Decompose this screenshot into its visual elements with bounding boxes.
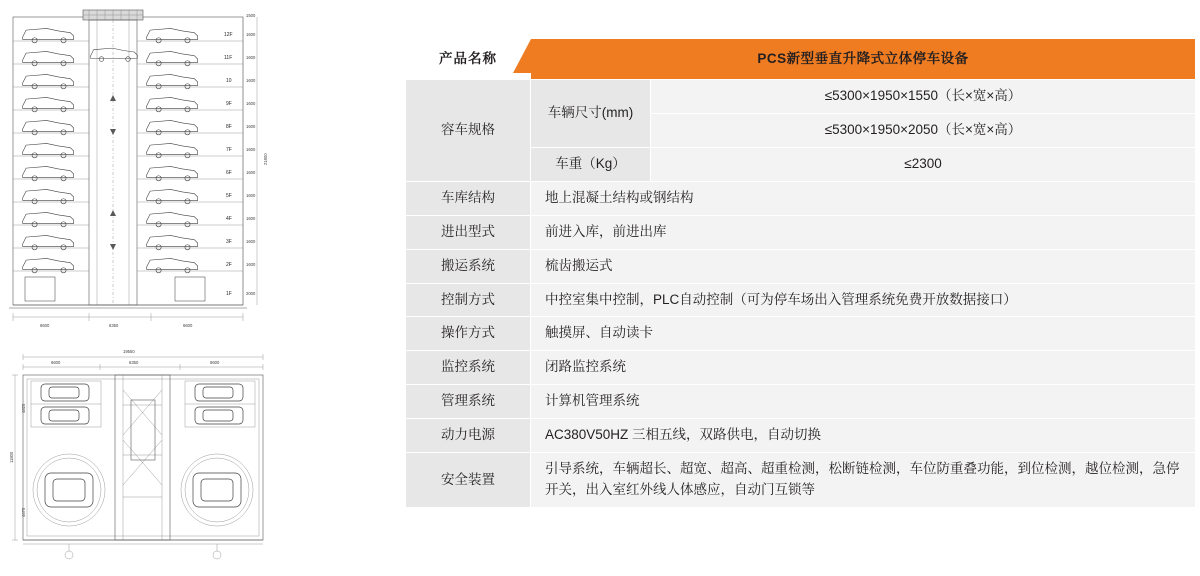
svg-text:1600: 1600 xyxy=(246,124,256,129)
row-label-operation-mode: 操作方式 xyxy=(406,317,531,351)
header-product-title-text: PCS新型垂直升降式立体停车设备 xyxy=(757,50,969,66)
sub-label-vehicle-weight: 车重（Kg） xyxy=(531,147,651,181)
svg-text:6600: 6600 xyxy=(40,323,50,328)
svg-text:21800: 21800 xyxy=(263,153,268,165)
elevation-frame xyxy=(9,10,247,308)
svg-text:1600: 1600 xyxy=(246,239,256,244)
svg-text:6F: 6F xyxy=(226,170,232,176)
svg-text:8F: 8F xyxy=(226,124,232,130)
row-value-garage-structure: 地上混凝土结构或钢结构 xyxy=(531,181,1196,215)
svg-text:4F: 4F xyxy=(226,216,232,222)
svg-text:9F: 9F xyxy=(226,101,232,107)
table-header-row xyxy=(406,39,1196,80)
value-vehicle-weight: ≤2300 xyxy=(651,147,1196,181)
value-vehicle-size-1: ≤5300×1950×1550（长×宽×高） xyxy=(651,80,1196,114)
value-vehicle-size-2: ≤5300×1950×2050（长×宽×高） xyxy=(651,113,1196,147)
svg-text:6350: 6350 xyxy=(109,323,119,328)
row-value-management-system: 计算机管理系统 xyxy=(531,385,1196,419)
svg-text:2F: 2F xyxy=(226,262,232,268)
svg-text:6600: 6600 xyxy=(51,360,61,365)
row-label-entry-type: 进出型式 xyxy=(406,215,531,249)
svg-text:6350: 6350 xyxy=(129,360,139,365)
table-row xyxy=(406,453,1196,508)
plan-dims-top xyxy=(23,349,263,370)
svg-text:1600: 1600 xyxy=(246,216,256,221)
svg-text:3F: 3F xyxy=(226,239,232,245)
svg-text:1600: 1600 xyxy=(246,147,256,152)
table-row xyxy=(406,317,1196,351)
table-row xyxy=(406,249,1196,283)
row-label-management-system: 管理系统 xyxy=(406,385,531,419)
elevation-level-labels xyxy=(224,13,268,305)
svg-text:1F: 1F xyxy=(226,291,232,297)
svg-text:1500: 1500 xyxy=(246,13,256,18)
svg-text:1600: 1600 xyxy=(246,262,256,267)
table-row xyxy=(406,80,1196,114)
row-value-transfer-system: 梳齿搬运式 xyxy=(531,249,1196,283)
svg-text:1600: 1600 xyxy=(246,101,256,106)
table-row xyxy=(406,351,1196,385)
svg-text:1600: 1600 xyxy=(246,78,256,83)
row-label-power-supply: 动力电源 xyxy=(406,419,531,453)
svg-text:1600: 1600 xyxy=(246,193,256,198)
svg-text:7F: 7F xyxy=(226,147,232,153)
svg-text:11F: 11F xyxy=(224,55,233,61)
header-notch xyxy=(513,39,531,73)
row-value-operation-mode: 触摸屏、自动读卡 xyxy=(531,317,1196,351)
row-value-power-supply: AC380V50HZ 三相五线，双路供电，自动切换 xyxy=(531,419,1196,453)
svg-text:1600: 1600 xyxy=(246,170,256,175)
svg-text:1600: 1600 xyxy=(246,55,256,60)
table-row xyxy=(406,385,1196,419)
svg-text:1600: 1600 xyxy=(246,32,256,37)
technical-drawings xyxy=(0,0,400,576)
row-label-garage-structure: 车库结构 xyxy=(406,181,531,215)
plan-drawing xyxy=(5,345,290,570)
row-label-vehicle-spec: 容车规格 xyxy=(406,80,531,182)
svg-text:11800: 11800 xyxy=(9,451,14,463)
row-value-control-mode: 中控室集中控制，PLC自动控制（可为停车场出入管理系统免费开放数据接口） xyxy=(531,283,1196,317)
svg-text:2000: 2000 xyxy=(246,291,256,296)
table-row xyxy=(406,181,1196,215)
sub-label-vehicle-size: 车辆尺寸(mm) xyxy=(531,80,651,148)
row-value-safety-devices: 引导系统，车辆超长、超宽、超高、超重检测，松断链检测，车位防重叠功能，到位检测，越位检测，急停开关，出入室红外线人体感应，自动门互锁等 xyxy=(531,453,1196,508)
row-label-safety-devices: 安全装置 xyxy=(406,453,531,508)
plan-body xyxy=(23,375,263,559)
svg-text:12F: 12F xyxy=(224,32,233,38)
plan-dims-left xyxy=(9,375,26,540)
svg-text:4675: 4675 xyxy=(21,507,26,517)
table-row xyxy=(406,283,1196,317)
row-label-monitoring-system: 监控系统 xyxy=(406,351,531,385)
elevation-drawing xyxy=(5,5,290,335)
elevation-bottom-dims xyxy=(13,313,243,328)
row-label-transfer-system: 搬运系统 xyxy=(406,249,531,283)
table-row xyxy=(406,419,1196,453)
row-label-control-mode: 控制方式 xyxy=(406,283,531,317)
svg-text:5F: 5F xyxy=(226,193,232,199)
svg-text:10: 10 xyxy=(226,78,232,84)
spec-table xyxy=(405,38,1196,508)
svg-text:19550: 19550 xyxy=(123,349,135,354)
header-product-name: 产品名称 xyxy=(406,39,531,80)
table-row xyxy=(406,215,1196,249)
spec-table-container xyxy=(405,38,1195,508)
svg-text:4825: 4825 xyxy=(21,403,26,413)
row-value-entry-type: 前进入库，前进出库 xyxy=(531,215,1196,249)
svg-text:6600: 6600 xyxy=(183,323,193,328)
row-value-monitoring-system: 闭路监控系统 xyxy=(531,351,1196,385)
svg-text:6600: 6600 xyxy=(210,360,220,365)
header-product-title xyxy=(531,39,1196,80)
